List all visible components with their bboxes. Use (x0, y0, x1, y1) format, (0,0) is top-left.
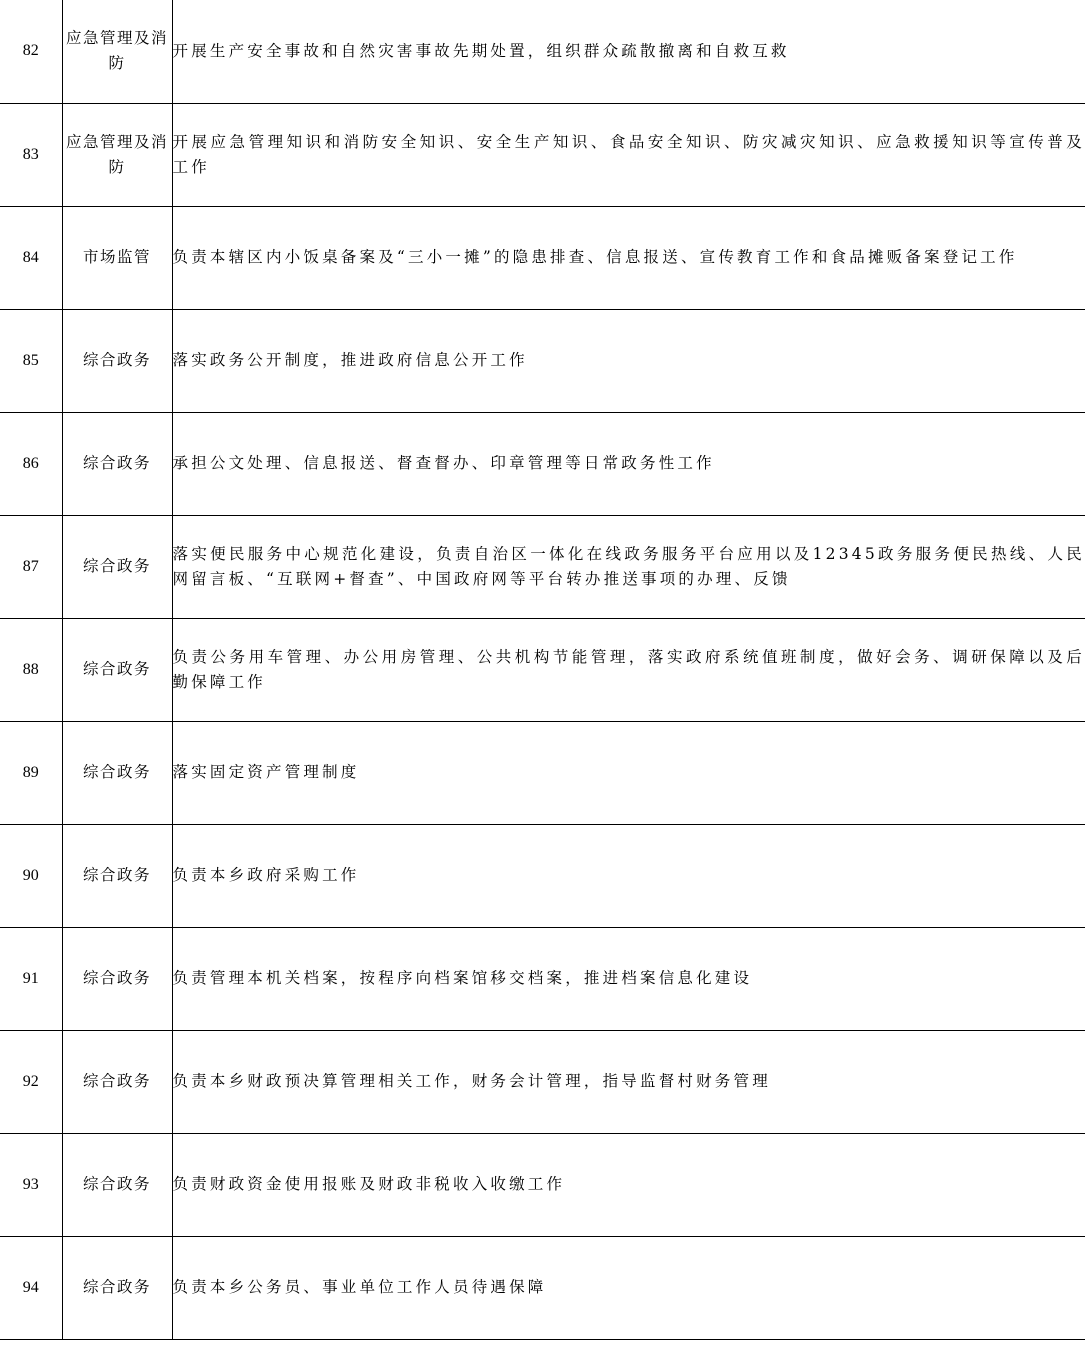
row-description: 负责本乡财政预决算管理相关工作，财务会计管理，指导监督村财务管理 (172, 1030, 1085, 1133)
row-category: 综合政务 (62, 1133, 172, 1236)
row-number: 94 (0, 1236, 62, 1339)
row-number: 84 (0, 206, 62, 309)
row-description: 负责本乡政府采购工作 (172, 824, 1085, 927)
row-description: 落实政务公开制度，推进政府信息公开工作 (172, 309, 1085, 412)
row-category: 综合政务 (62, 1236, 172, 1339)
row-category: 应急管理及消防 (62, 103, 172, 206)
row-description: 负责管理本机关档案，按程序向档案馆移交档案，推进档案信息化建设 (172, 927, 1085, 1030)
row-category: 应急管理及消防 (62, 0, 172, 103)
row-category: 综合政务 (62, 824, 172, 927)
table-row (0, 0, 1085, 103)
table-row (0, 618, 1085, 721)
table-row (0, 103, 1085, 206)
row-category: 综合政务 (62, 618, 172, 721)
row-number: 92 (0, 1030, 62, 1133)
row-category: 综合政务 (62, 309, 172, 412)
table-row (0, 1030, 1085, 1133)
row-description: 负责本辖区内小饭桌备案及“三小一摊”的隐患排查、信息报送、宣传教育工作和食品摊贩备案登记工作 (172, 206, 1085, 309)
table-row (0, 1133, 1085, 1236)
table-row (0, 927, 1085, 1030)
row-category: 综合政务 (62, 412, 172, 515)
table-row (0, 206, 1085, 309)
row-description: 落实便民服务中心规范化建设，负责自治区一体化在线政务服务平台应用以及12345政务服务便民热线、人民网留言板、“互联网+督查”、中国政府网等平台转办推送事项的办理、反馈 (172, 515, 1085, 618)
row-category: 市场监管 (62, 206, 172, 309)
row-category: 综合政务 (62, 721, 172, 824)
row-number: 86 (0, 412, 62, 515)
row-number: 87 (0, 515, 62, 618)
row-category: 综合政务 (62, 927, 172, 1030)
row-description: 负责财政资金使用报账及财政非税收入收缴工作 (172, 1133, 1085, 1236)
row-number: 91 (0, 927, 62, 1030)
table-row (0, 1236, 1085, 1339)
row-category: 综合政务 (62, 515, 172, 618)
row-description: 负责公务用车管理、办公用房管理、公共机构节能管理，落实政府系统值班制度，做好会务、调研保障以及后勤保障工作 (172, 618, 1085, 721)
row-number: 93 (0, 1133, 62, 1236)
row-number: 82 (0, 0, 62, 103)
table-row (0, 412, 1085, 515)
row-description: 落实固定资产管理制度 (172, 721, 1085, 824)
table-row (0, 515, 1085, 618)
row-description: 开展生产安全事故和自然灾害事故先期处置，组织群众疏散撤离和自救互救 (172, 0, 1085, 103)
row-number: 88 (0, 618, 62, 721)
row-number: 83 (0, 103, 62, 206)
row-number: 89 (0, 721, 62, 824)
table-row (0, 824, 1085, 927)
row-number: 85 (0, 309, 62, 412)
row-number: 90 (0, 824, 62, 927)
row-description: 负责本乡公务员、事业单位工作人员待遇保障 (172, 1236, 1085, 1339)
table-row (0, 309, 1085, 412)
table-row (0, 721, 1085, 824)
row-description: 开展应急管理知识和消防安全知识、安全生产知识、食品安全知识、防灾减灾知识、应急救援知识等宣传普及工作 (172, 103, 1085, 206)
row-description: 承担公文处理、信息报送、督查督办、印章管理等日常政务性工作 (172, 412, 1085, 515)
row-category: 综合政务 (62, 1030, 172, 1133)
